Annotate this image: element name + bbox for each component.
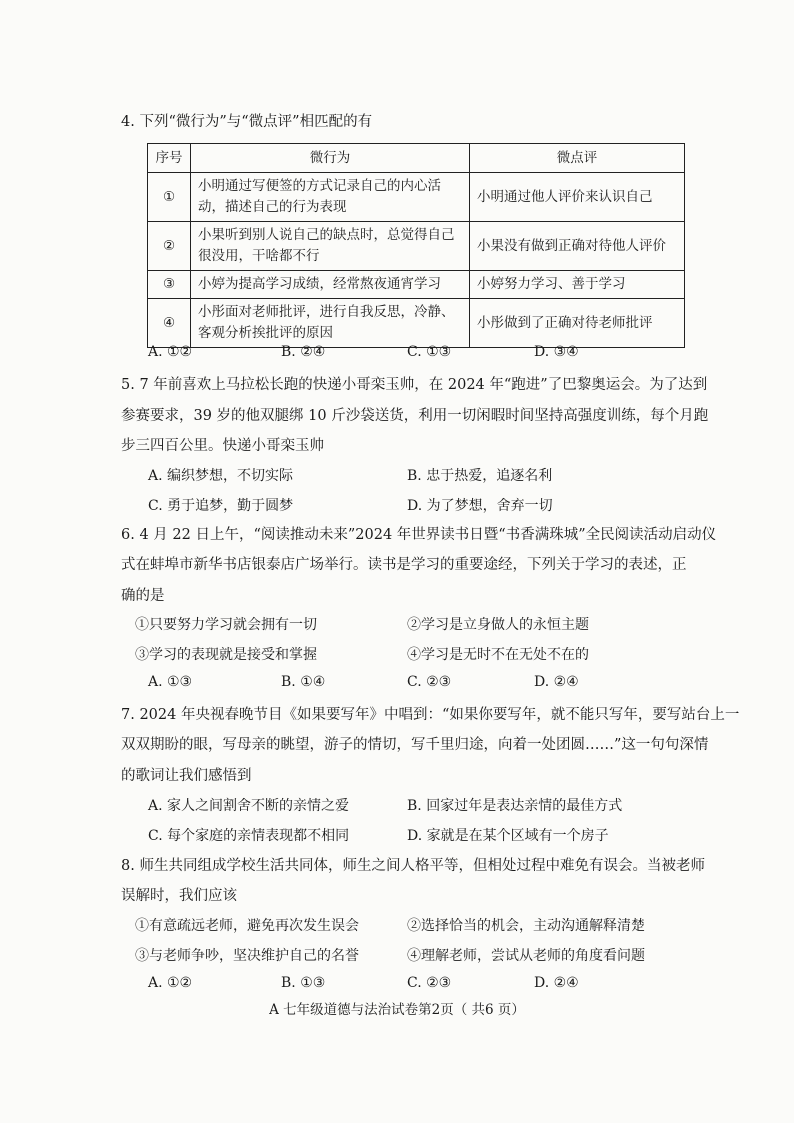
q7-line: 7. 2024 年央视春晚节目《如果要写年》中唱到：“如果你要写年，就不能只写年，要写站台上一 (121, 707, 740, 723)
row-comment: 小婷努力学习、善于学习 (470, 271, 685, 299)
q8-option-b: B. ①③ (281, 975, 326, 991)
table-header-row (148, 144, 685, 173)
table-row (148, 173, 685, 222)
q5-line: 参赛要求，39 岁的他双腿绑 10 斤沙袋送货，利用一切闲暇时间坚持高强度训练，每个月跑 (121, 408, 709, 424)
q6-option-a: A. ①③ (148, 674, 193, 690)
header-behavior: 微行为 (191, 144, 470, 173)
q6-option-d: D. ②④ (534, 674, 579, 690)
row-comment: 小明通过他人评价来认识自己 (470, 173, 685, 222)
q5-line: 步三四百公里。快递小哥栾玉帅 (121, 438, 324, 454)
row-behavior: 小明通过写便签的方式记录自己的内心活动，描述自己的行为表现 (191, 173, 470, 222)
row-number: ④ (148, 299, 191, 348)
q8-line: 误解时，我们应该 (121, 888, 237, 904)
q6-statement: ③学习的表现就是接受和掌握 (135, 647, 317, 663)
page-footer: A 七年级道德与法治试卷第2页（ 共6 页） (269, 1002, 525, 1018)
q8-statement: ④理解老师，尝试从老师的角度看问题 (407, 948, 645, 964)
q7-option-a: A. 家人之间割舍不断的亲情之爱 (148, 798, 350, 814)
q6-line: 确的是 (121, 588, 165, 604)
row-number: ② (148, 222, 191, 271)
table-row (148, 299, 685, 348)
q5-option-a: A. 编织梦想，不切实际 (148, 468, 294, 484)
q4-option-b: B. ②④ (281, 344, 326, 360)
row-number: ① (148, 173, 191, 222)
q8-statement: ①有意疏远老师，避免再次发生误会 (135, 918, 359, 934)
q7-option-b: B. 回家过年是表达亲情的最佳方式 (407, 798, 623, 814)
q4-table (147, 143, 685, 348)
q8-option-c: C. ②③ (407, 975, 452, 991)
q6-statement: ②学习是立身做人的永恒主题 (407, 617, 589, 633)
row-number: ③ (148, 271, 191, 299)
q7-line: 的歌词让我们感悟到 (121, 768, 252, 784)
q4-option-a: A. ①② (148, 344, 193, 360)
q8-option-a: A. ①② (148, 975, 193, 991)
header-number: 序号 (148, 144, 191, 173)
q6-statement: ④学习是无时不在无处不在的 (407, 647, 589, 663)
q4-option-d: D. ③④ (534, 344, 579, 360)
table-row (148, 271, 685, 299)
q5-line: 5. 7 年前喜欢上马拉松长跑的快递小哥栾玉帅，在 2024 年“跑进”了巴黎奥运会。为了达到 (121, 377, 708, 393)
q8-option-d: D. ②④ (534, 975, 579, 991)
row-behavior: 小彤面对老师批评，进行自我反思，冷静、客观分析挨批评的原因 (191, 299, 470, 348)
row-behavior: 小婷为提高学习成绩，经常熬夜通宵学习 (191, 271, 470, 299)
q6-statement: ①只要努力学习就会拥有一切 (135, 617, 317, 633)
table-row (148, 222, 685, 271)
header-comment: 微点评 (470, 144, 685, 173)
q8-line: 8. 师生共同组成学校生活共同体，师生之间人格平等，但相处过程中难免有误会。当被老师 (121, 858, 705, 874)
q6-option-c: C. ②③ (407, 674, 452, 690)
q8-statement: ③与老师争吵，坚决维护自己的名誉 (135, 948, 359, 964)
row-comment: 小果没有做到正确对待他人评价 (470, 222, 685, 271)
q6-line: 式在蚌埠市新华书店银泰店广场举行。读书是学习的重要途经，下列关于学习的表述，正 (121, 557, 687, 573)
q5-option-c: C. 勇于追梦，勤于圆梦 (148, 498, 294, 514)
q6-line: 6. 4 月 22 日上午，“阅读推动未来”2024 年世界读书日暨“书香满珠城”全民阅读活动启动仪 (121, 527, 717, 543)
q4-option-c: C. ①③ (407, 344, 452, 360)
q7-option-d: D. 家就是在某个区域有一个房子 (407, 828, 609, 844)
q5-option-d: D. 为了梦想，舍弃一切 (407, 498, 553, 514)
q8-statement: ②选择恰当的机会，主动沟通解释清楚 (407, 918, 645, 934)
row-behavior: 小果听到别人说自己的缺点时，总觉得自己很没用，干啥都不行 (191, 222, 470, 271)
q7-option-c: C. 每个家庭的亲情表现都不相同 (148, 828, 350, 844)
q5-option-b: B. 忠于热爱，追逐名利 (407, 468, 553, 484)
q6-option-b: B. ①④ (281, 674, 326, 690)
q4-stem: 4. 下列“微行为”与“微点评”相匹配的有 (121, 114, 373, 130)
q7-line: 双双期盼的眼，写母亲的眺望，游子的情切，写千里归途，向着一处团圆……”这一句句深情 (121, 737, 709, 753)
row-comment: 小彤做到了正确对待老师批评 (470, 299, 685, 348)
